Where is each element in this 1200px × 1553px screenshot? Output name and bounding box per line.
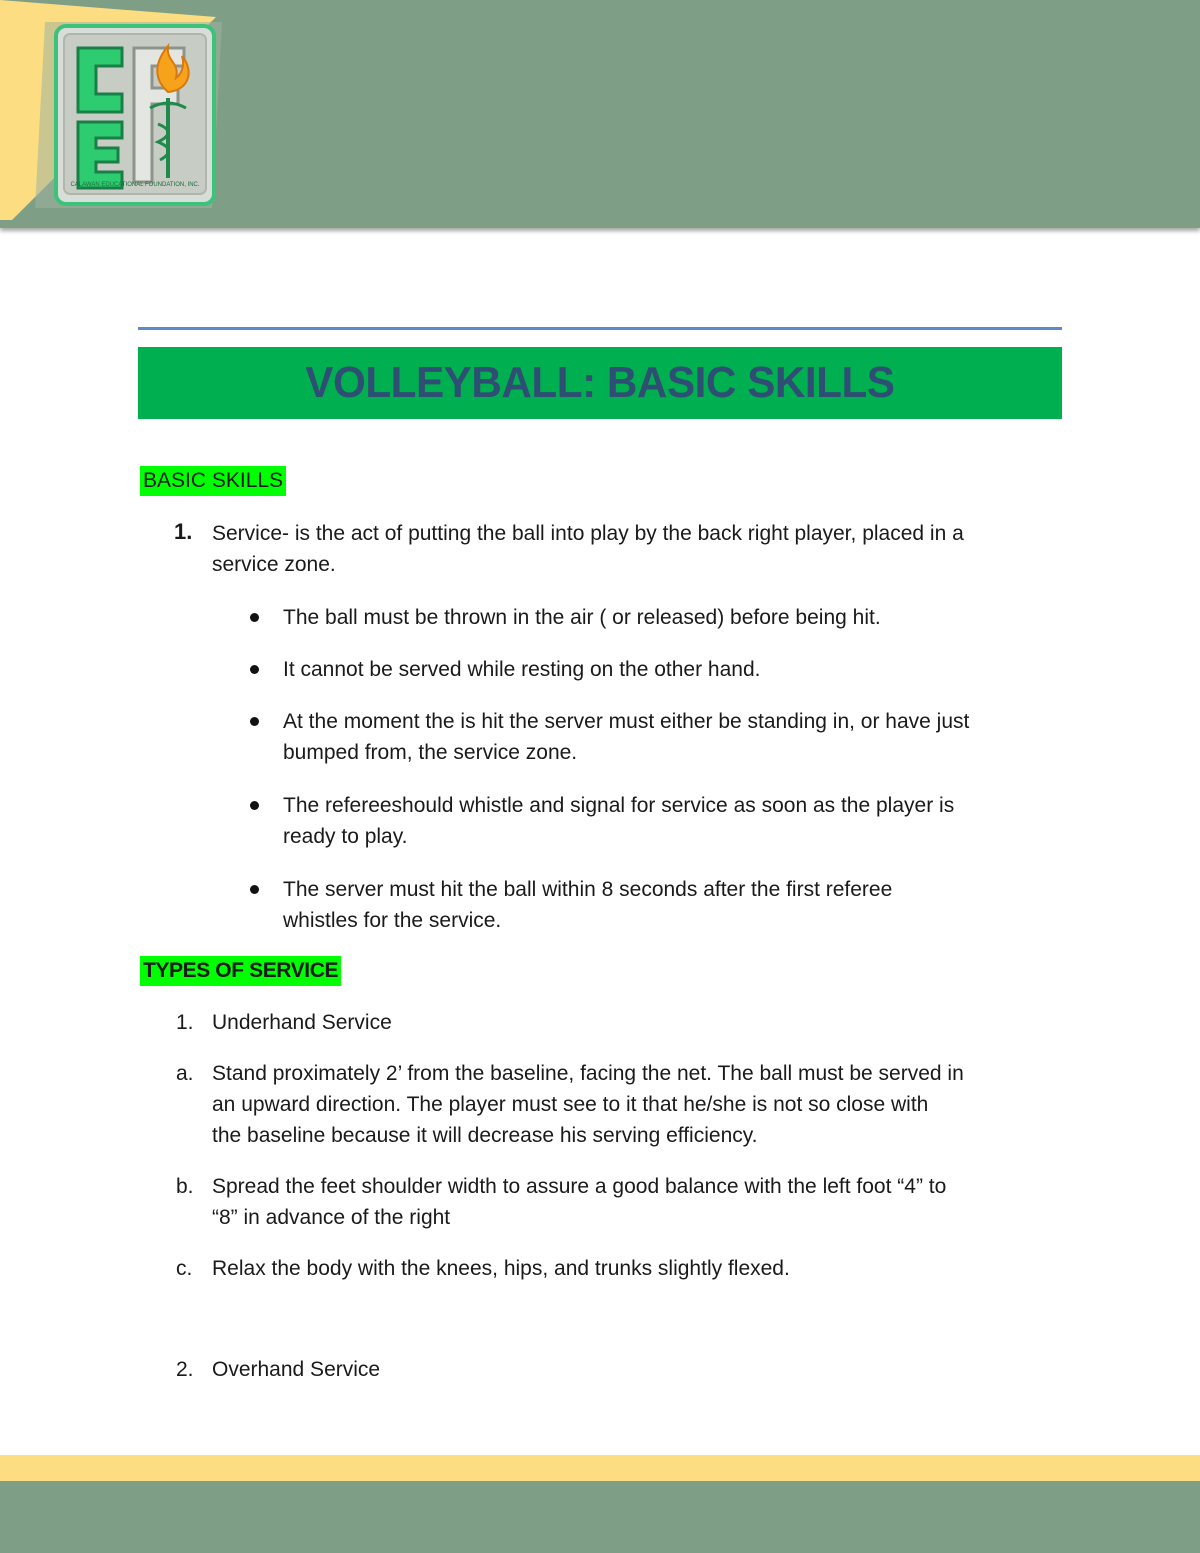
bullet-icon (250, 613, 259, 622)
footer-band (0, 1481, 1200, 1553)
step-marker: b. (176, 1175, 194, 1198)
section-heading-types-of-service: TYPES OF SERVICE (140, 956, 341, 986)
logo-caption: CALAWAN EDUCATIONAL FOUNDATION, INC. (70, 182, 200, 188)
bullet-icon (250, 665, 259, 674)
step-item: Stand proximately 2’ from the baseline, facing the net. The ball must be served in an upward direction. The player must see to it that he/she is not so close with the baseline because it will decrease his serving efficiency. (212, 1062, 964, 1147)
list-item: It cannot be served while resting on the other hand. (283, 658, 761, 681)
list-item: At the moment the is hit the server must either be standing in, or have just bumped from, the service zone. (283, 710, 970, 764)
title-bar (138, 347, 1062, 419)
logo (0, 0, 230, 228)
list-item: The server must hit the ball within 8 seconds after the first referee whistles for the service. (283, 878, 893, 932)
step-marker: c. (176, 1257, 193, 1280)
page-title: VOLLEYBALL: BASIC SKILLS (305, 358, 895, 407)
cef-logo-icon (0, 0, 230, 228)
list-item-underhand-service: Underhand Service (212, 1011, 392, 1034)
list-item: The ball must be thrown in the air ( or released) before being hit. (283, 606, 881, 629)
step-item: Relax the body with the knees, hips, and trunks slightly flexed. (212, 1257, 790, 1280)
list-item-overhand-service: Overhand Service (212, 1358, 381, 1381)
list-item: The refereeshould whistle and signal for service as soon as the player is ready to play. (283, 794, 955, 848)
bullet-icon (250, 801, 259, 810)
list-number: 2. (176, 1358, 194, 1381)
footer-gold-stripe (0, 1455, 1200, 1481)
bullet-icon (250, 885, 259, 894)
title-rule (138, 327, 1062, 330)
list-number: 1. (176, 1011, 194, 1034)
section-heading-basic-skills: BASIC SKILLS (140, 466, 286, 496)
list-number: 1. (174, 519, 193, 544)
step-marker: a. (176, 1062, 194, 1085)
step-item: Spread the feet shoulder width to assure a good balance with the left foot “4” to “8” in advance of the right (212, 1175, 947, 1229)
bullet-icon (250, 717, 259, 726)
list-item-service: Service- is the act of putting the ball into play by the back right player, placed in a service zone. (212, 522, 964, 576)
